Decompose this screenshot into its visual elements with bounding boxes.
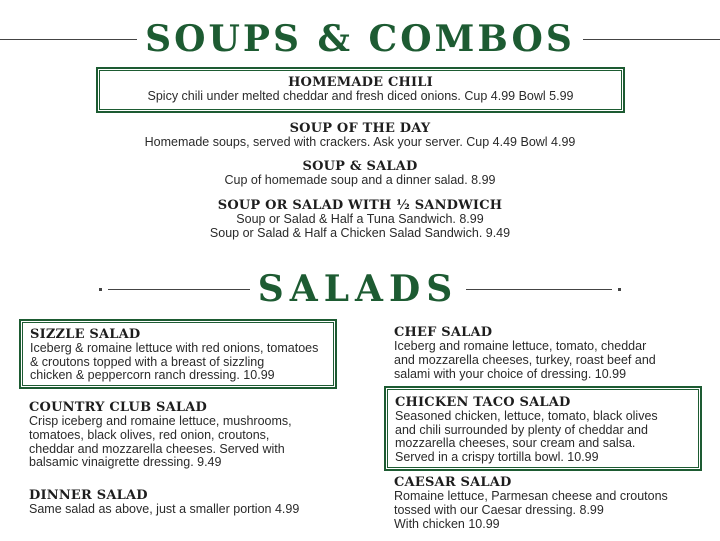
- salads-heading-row: [0, 266, 720, 312]
- item-desc-line: Served in a crispy tortilla bowl. 10.99: [395, 449, 599, 464]
- heading-rule-right: [583, 38, 720, 41]
- item-desc-line: chicken & peppercorn ranch dressing. 10.99: [30, 368, 275, 383]
- item-desc-line: Iceberg & romaine lettuce with red onions, tomatoes: [30, 341, 319, 355]
- homemade-chili-item: [96, 67, 625, 113]
- item-title: CAESAR SALAD: [394, 475, 512, 490]
- item-desc-line: Soup or Salad & Half a Chicken Salad Sandwich. 9.49: [209, 225, 511, 240]
- heading-rule-left: [99, 288, 250, 291]
- item-title: CHICKEN TACO SALAD: [395, 395, 571, 410]
- item-desc-line: With chicken 10.99: [394, 516, 500, 531]
- item-title: SIZZLE SALAD: [30, 327, 141, 342]
- item-desc-line: balsamic vinaigrette dressing. 9.49: [29, 455, 222, 470]
- item-desc: Homemade soups, served with crackers. Ask your server. Cup 4.49 Bowl 4.99: [144, 135, 576, 149]
- item-desc-line: Romaine lettuce, Parmesan cheese and croutons: [394, 489, 668, 503]
- item-desc-line: cheddar and mozzarella cheeses. Served with: [29, 441, 285, 456]
- salads-heading: SALADS: [257, 268, 459, 310]
- country-club-salad-item: [29, 400, 334, 470]
- soups-heading-row: [0, 16, 720, 62]
- item-desc-line: tossed with our Caesar dressing. 8.99: [394, 502, 604, 517]
- item-desc-line: & croutons topped with a breast of sizzling: [30, 354, 265, 369]
- heading-rule-left: [0, 38, 137, 41]
- soup-of-the-day-item: [0, 121, 720, 150]
- item-title: SOUP & SALAD: [302, 159, 418, 174]
- soup-or-salad-sandwich-item: [0, 198, 720, 240]
- dinner-salad-item: [29, 488, 334, 517]
- chicken-taco-salad-item: [384, 386, 702, 471]
- item-desc: Spicy chili under melted cheddar and fresh diced onions. Cup 4.99 Bowl 5.99: [147, 89, 574, 103]
- caesar-salad-item: [394, 475, 704, 531]
- item-desc-line: Seasoned chicken, lettuce, tomato, black olives: [395, 409, 658, 423]
- item-desc-line: Crisp iceberg and romaine lettuce, mushrooms,: [29, 414, 292, 428]
- item-title: SOUP OF THE DAY: [289, 121, 431, 136]
- item-desc-line: tomatoes, black olives, red onion, croutons,: [29, 427, 270, 442]
- item-desc-line: salami with your choice of dressing. 10.99: [394, 366, 627, 381]
- heading-rule-right: [466, 288, 621, 291]
- soup-and-salad-item: [0, 159, 720, 188]
- soups-heading: SOUPS & COMBOS: [145, 18, 575, 60]
- item-desc-line: Same salad as above, just a smaller portion 4.99: [29, 502, 300, 516]
- item-title: SOUP OR SALAD WITH ½ SANDWICH: [217, 198, 503, 213]
- item-title: COUNTRY CLUB SALAD: [29, 400, 207, 415]
- item-desc-line: Iceberg and romaine lettuce, tomato, cheddar: [394, 339, 647, 353]
- item-title: CHEF SALAD: [394, 325, 493, 340]
- item-desc-line: mozzarella cheeses, sour cream and salsa.: [395, 436, 636, 451]
- item-desc: Cup of homemade soup and a dinner salad. 8.99: [224, 173, 496, 187]
- item-desc-line: and mozzarella cheeses, turkey, roast beef and: [394, 352, 656, 367]
- sizzle-salad-item: [19, 319, 337, 389]
- item-desc-line: Soup or Salad & Half a Tuna Sandwich. 8.99: [236, 212, 484, 226]
- chef-salad-item: [394, 325, 704, 381]
- item-title: HOMEMADE CHILI: [288, 75, 433, 90]
- item-title: DINNER SALAD: [29, 488, 148, 503]
- item-desc-line: and chili surrounded by plenty of cheddar and: [395, 422, 648, 437]
